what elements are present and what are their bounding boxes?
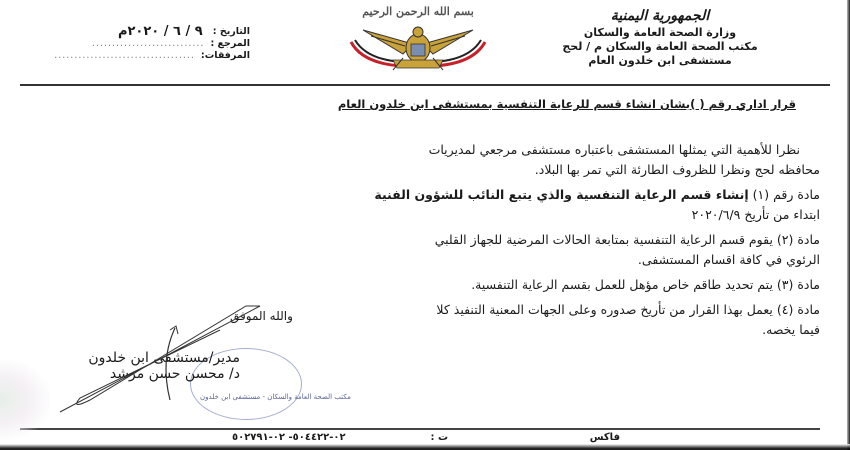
telephone-numbers: ٠٢-٥٠٤٤٢٢- ٠٢-٥٠٢٧٩١ bbox=[232, 432, 346, 443]
article-2-line-1: يقوم قسم الرعاية التنفسية بمتابعة الحالات المرضية للجهاز القلبي bbox=[434, 232, 773, 247]
date-label: التاريخ : bbox=[212, 26, 250, 37]
article-4-label: مادة (٤) bbox=[776, 302, 820, 317]
handwritten-signature-icon bbox=[50, 300, 280, 420]
article-3-line-1: يتم تحديد طاقم خاص مؤهل للعمل بقسم الرعاية التنفسية. bbox=[471, 277, 773, 292]
ministry-name: وزارة الصحة العامة والسكان bbox=[583, 26, 737, 39]
country-name: الجمهورية اليمنية bbox=[610, 8, 710, 24]
signatory-name: د/ محسن حسن مرشد bbox=[109, 366, 240, 382]
date-value: ٩ / ٦ / ٢٠٢٠م bbox=[117, 24, 203, 39]
scan-shadow bbox=[0, 360, 50, 440]
article-2-label: مادة (٢) bbox=[776, 232, 820, 247]
article-1-label: مادة رقم (١) bbox=[752, 187, 820, 202]
article-1-line-1: إنشاء قسم الرعاية التنفسية والذي يتبع النائب للشؤون الفنية bbox=[374, 187, 749, 202]
article-1 bbox=[80, 185, 820, 225]
date-row bbox=[50, 26, 250, 38]
footer-divider bbox=[20, 428, 820, 430]
reference-row bbox=[50, 38, 250, 50]
scan-edge-bottom bbox=[0, 444, 850, 450]
signatory-title: مدير/مستشفى ابن خلدون bbox=[88, 350, 240, 366]
article-4-line-2: فيما يخصه. bbox=[762, 322, 820, 337]
article-4-line-1: يعمل بهذا القرار من تأريخ صدوره وعلى الجهات المعنية التنفيذ كلا bbox=[436, 302, 773, 317]
article-1-line-2: ابتداء من تأريخ ٢٠٢٠/٦/٩ bbox=[691, 207, 820, 222]
closing-phrase: والله الموفق bbox=[230, 309, 293, 323]
decision-title: قرار اداري رقم ( )بشان انشاء قسم للرعاية التنفسية بمستشفى ابن خلدون العام bbox=[337, 97, 796, 111]
letterhead-left bbox=[50, 26, 250, 62]
stamp-text: مكتب الصحة العامة والسكان - مستشفى ابن خلدون bbox=[200, 393, 351, 401]
attachments-label: المرفقات: bbox=[200, 50, 250, 61]
header-divider bbox=[20, 84, 830, 86]
article-2 bbox=[80, 230, 820, 270]
letterhead-emblem bbox=[338, 4, 498, 74]
preamble-line-2: محافظه لحج ونظرا للظروف الطارئة التي تمر بها البلاد. bbox=[534, 162, 820, 177]
article-3 bbox=[80, 275, 820, 295]
reference-label: المرجع : bbox=[210, 38, 250, 49]
basmala: بسم الله الرحمن الرحيم bbox=[362, 5, 474, 18]
fax-label: فاكس bbox=[589, 432, 620, 443]
attachments-value: ................................... bbox=[54, 50, 195, 61]
reference-value: ............................ bbox=[91, 38, 205, 49]
hospital-name: مستشفى ابن خلدون العام bbox=[588, 54, 732, 67]
attachments-row bbox=[50, 50, 250, 62]
office-name: مكتب الصحة العامة والسكان م / لحج bbox=[562, 40, 758, 53]
preamble-line-1: نظرا للأهمية التي يمثلها المستشفى باعتباره مستشفى مرجعي لمديريات bbox=[428, 142, 800, 157]
article-3-label: مادة (٣) bbox=[776, 277, 820, 292]
yemen-eagle-emblem-icon bbox=[343, 20, 493, 72]
letterhead-right bbox=[530, 6, 790, 68]
telephone-label: ت : bbox=[430, 432, 448, 443]
article-2-line-2: الرئوي في كافة اقسام المستشفى. bbox=[637, 252, 820, 267]
